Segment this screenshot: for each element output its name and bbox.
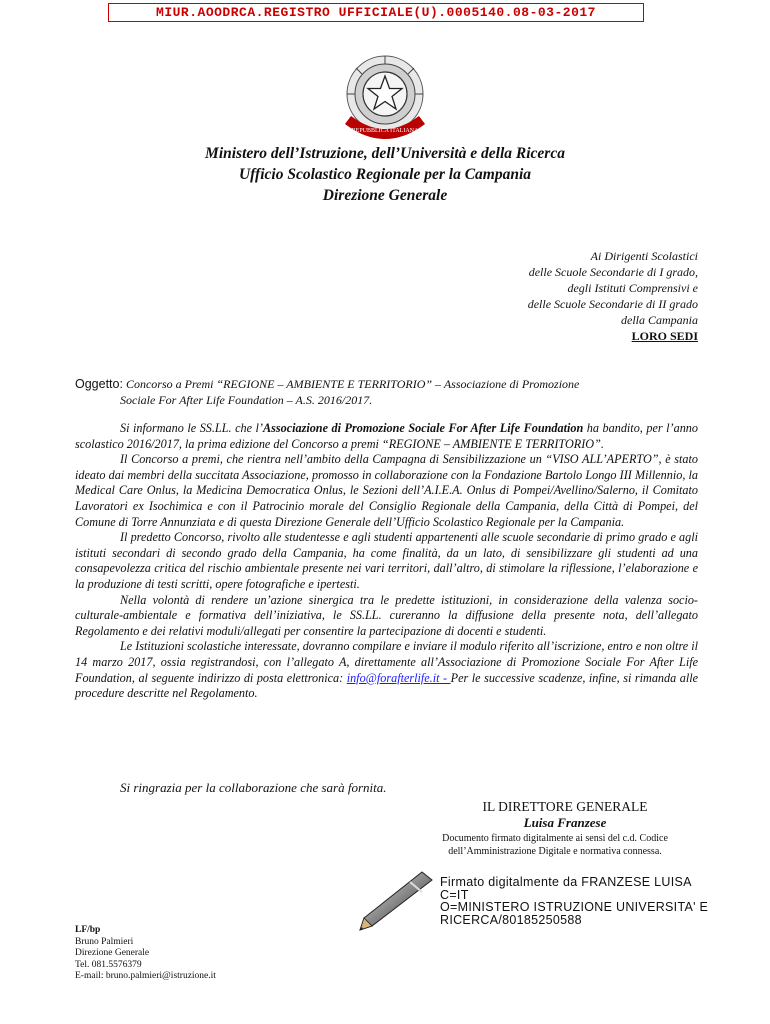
signature-title: IL DIRETTORE GENERALE [482,799,648,814]
pen-icon [352,868,437,934]
firma-line-1: Firmato digitalmente da FRANZESE LUISA [440,875,692,889]
footer-email: E-mail: bruno.palmieri@istruzione.it [75,971,216,981]
signature-name: Luisa Franzese [523,815,607,830]
paragraph-3: Il predetto Concorso, rivolto alle studentesse e agli studenti appartenenti alle scuole secondarie di primo grado e agli istituti secondari di secondo grado della Campania, ha come finalità, da un lato, di sensibilizzare gli studenti ad una consapevolezza critica del rischio ambientale presente nei vari territori, dall’altro, di stimolare la riflessione, l’elaborazione e la produzione di testi scritti, opere fotografiche e ipertesti. [75,530,698,591]
p1-text-post: ha bandito, per l’anno scolastico 2016/2017, la prima edizione del Concorso a premi “REGIONE – AMBIENTE E TERRITORIO”. [75,421,698,451]
footer-name: Bruno Palmieri [75,936,134,947]
footer-tel: Tel. 081.5576379 [75,959,142,970]
protocol-stamp: MIUR.AOODRCA.REGISTRO UFFICIALE(U).0005140.08-03-2017 [108,3,644,22]
signature-block [440,799,690,831]
header-line-3: Direzione Generale [322,187,448,204]
digital-note-line-1: Documento firmato digitalmente ai sensi del c.d. Codice [442,833,668,844]
digital-note-line-2: dell’Amministrazione Digitale e normativa connessa. [448,846,662,857]
paragraph-2: Il Concorso a premi, che rientra nell’ambito della Campagna di Sensibilizzazione un “VISO ALL’APERTO”, è stato ideato dai membri della succitata Associazione, promosso in collaborazione con la Fondazione Bartolo Longo III Millennio, la Medical Care Onlus, la Medicina Democratica Onlus, le Sezioni dell’A.I.E.A. Onlus di Pompei/Avellino/Salerno, il Comitato Lavoratori ex Isochimica e con il Patrocinio morale del Consiglio Regionale della Campania, della Città di Pompei, del Comune di Torre Annunziata e di questa Direzione Generale dell’Ufficio Scolastico Regionale per la Campania. [75,452,698,529]
paragraph-1 [75,421,698,452]
header-line-1: Ministero dell’Istruzione, dell’Università e della Ricerca [205,145,565,162]
header-line-2: Ufficio Scolastico Regionale per la Campania [238,166,532,183]
association-name: Associazione di Promozione Sociale For After Life Foundation [262,421,584,435]
paragraph-5 [75,639,698,701]
footer-office: Direzione Generale [75,948,150,958]
subject-text-cont: Sociale For After Life Foundation – A.S. 2016/2017. [120,393,373,407]
p5-text-post: Per le successive scadenze, infine, si rimanda alle procedure descritte nel Regolamento. [75,670,699,701]
firma-line-3: O=MINISTERO ISTRUZIONE UNIVERSITA' E [440,900,709,914]
loro-sedi: LORO SEDI [631,329,698,343]
subject-label: Oggetto: [75,377,123,391]
digital-signature-note [395,832,715,858]
email-link[interactable]: info@forafterlife.it - [346,670,451,685]
thanks-line: Si ringrazia per la collaborazione che sarà fornita. [120,780,387,795]
addressee-line: Ai Dirigenti Scolastici [590,249,698,263]
p5-text: Le Istituzioni scolastiche interessate, dovranno compilare e inviare il modulo riferito all’iscrizione, entro e non oltre il 14 marzo 2017, ossia registrandosi, con l’allegato A, direttamente all’Associazione di Promozione Sociale For After Life Foundation, al seguente indirizzo di posta elettronica: [75,639,698,685]
footer-ref: LF/bp [75,925,101,935]
addressee-line: delle Scuole Secondarie di I grado, [528,265,698,279]
letter-body [75,421,698,702]
footer-contact [75,925,216,983]
addressee-line: degli Istituti Comprensivi e [567,281,698,295]
addressee-block [528,248,698,344]
subject-text: Concorso a Premi “REGIONE – AMBIENTE E TERRITORIO” – Associazione di Promozione [125,377,580,391]
digital-signature-stamp [440,876,708,926]
firma-line-4: RICERCA/80185250588 [440,912,582,927]
italian-republic-emblem-icon [338,50,432,146]
firma-line-2: C=IT [440,887,469,902]
subject-line [75,376,700,408]
paragraph-4: Nella volontà di rendere un’azione sinergica tra le predette istituzioni, in considerazione della valenza socio-culturale-ambientale e formativa dell’iniziativa, le SS.LL. cureranno la diffusione della presente nota, dell’allegato Regolamento e dei relativi moduli/allegati per consentire la partecipazione di docenti e studenti. [75,592,698,638]
addressee-line: della Campania [621,313,698,327]
emblem-ribbon-text: REPUBBLICA ITALIANA [351,128,419,134]
ministry-header [0,143,770,206]
addressee-line: delle Scuole Secondarie di II grado [527,297,698,311]
p1-text: Si informano le SS.LL. che l’ [120,421,263,435]
